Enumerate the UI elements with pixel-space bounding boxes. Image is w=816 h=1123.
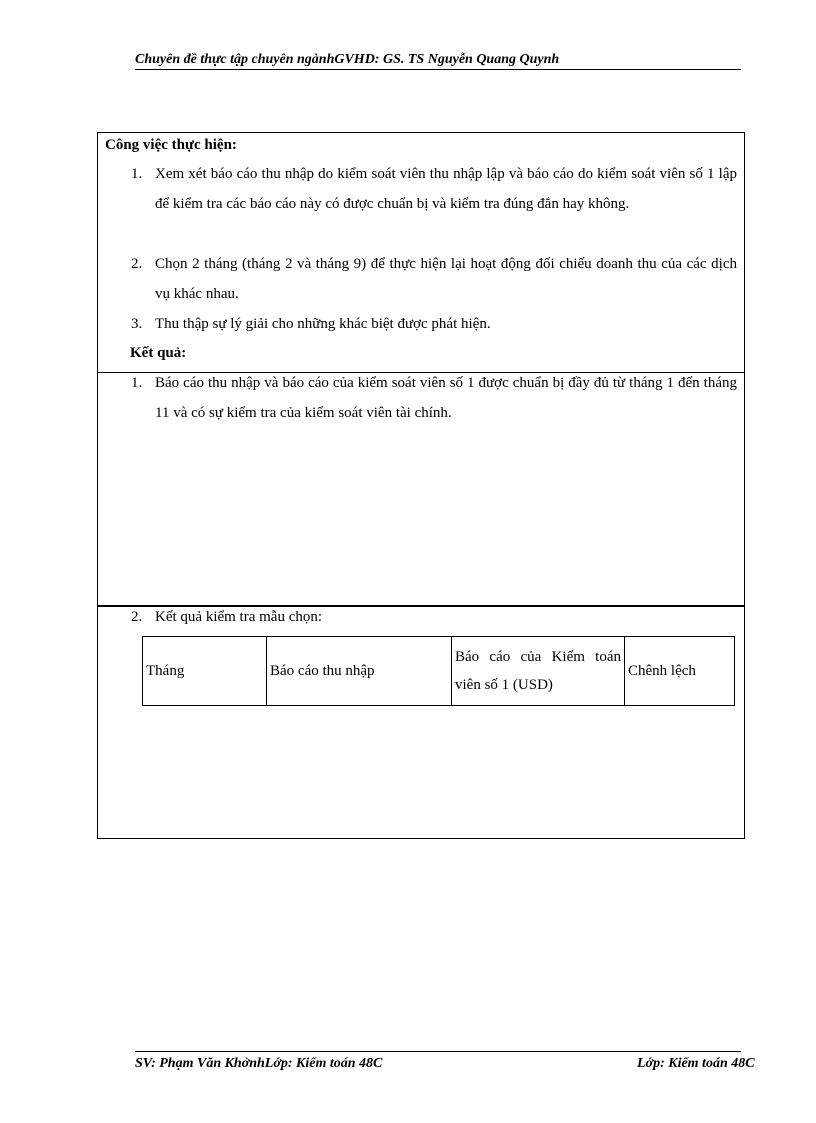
footer-class: Lớp: Kiểm toán 48C <box>637 1056 755 1071</box>
task-number: 2. <box>131 256 143 272</box>
result-item-2 <box>131 602 737 632</box>
result-box-1 <box>97 372 745 607</box>
task-item-2 <box>131 249 737 309</box>
result-text: Kết quả kiểm tra mẫu chọn: <box>155 609 323 625</box>
task-number: 3. <box>131 316 143 332</box>
result-text: Báo cáo thu nhập và báo cáo của kiểm soát viên số 1 được chuẩn bị đầy đủ từ tháng 1 đến tháng 11 và có sự kiểm tra của kiểm soát viên tài chính. <box>155 375 737 421</box>
sample-table <box>142 636 735 706</box>
table-header-cell: Báo cáo của Kiểm toán viên số 1 (USD) <box>452 637 625 706</box>
task-item-1 <box>131 159 737 249</box>
result-heading: Kết quả: <box>130 345 187 361</box>
tasks-heading: Công việc thực hiện: <box>105 137 237 153</box>
table-header-row <box>143 637 735 706</box>
table-header-cell: Chênh lệch <box>625 637 735 706</box>
task-number: 1. <box>131 166 143 182</box>
result-box-2 <box>97 606 745 839</box>
footer-student: SV: Phạm Văn KhởnhLớp: Kiểm toán 48C <box>135 1056 383 1071</box>
task-text: Xem xét báo cáo thu nhập do kiểm soát viên thu nhập lập và báo cáo do kiểm soát viên số 1 lập để kiểm tra các báo cáo này có được chuẩn bị và kiểm tra đúng đắn hay không. <box>155 166 737 212</box>
task-item-3 <box>131 309 737 339</box>
task-text: Chọn 2 tháng (tháng 2 và tháng 9) để thực hiện lại hoạt động đối chiếu doanh thu của các dịch vụ khác nhau. <box>155 256 737 302</box>
table-header-cell: Tháng <box>143 637 267 706</box>
task-text: Thu thập sự lý giải cho những khác biệt được phát hiện. <box>155 316 491 332</box>
page-header: Chuyên đề thực tập chuyên ngànhGVHD: GS. TS Nguyễn Quang Quynh <box>135 50 741 70</box>
result-number: 1. <box>131 375 143 391</box>
table-header-cell: Báo cáo thu nhập <box>267 637 452 706</box>
footer-divider <box>135 1051 741 1052</box>
result-number: 2. <box>131 609 143 625</box>
result-item-1 <box>131 368 737 428</box>
tasks-box <box>97 132 745 373</box>
